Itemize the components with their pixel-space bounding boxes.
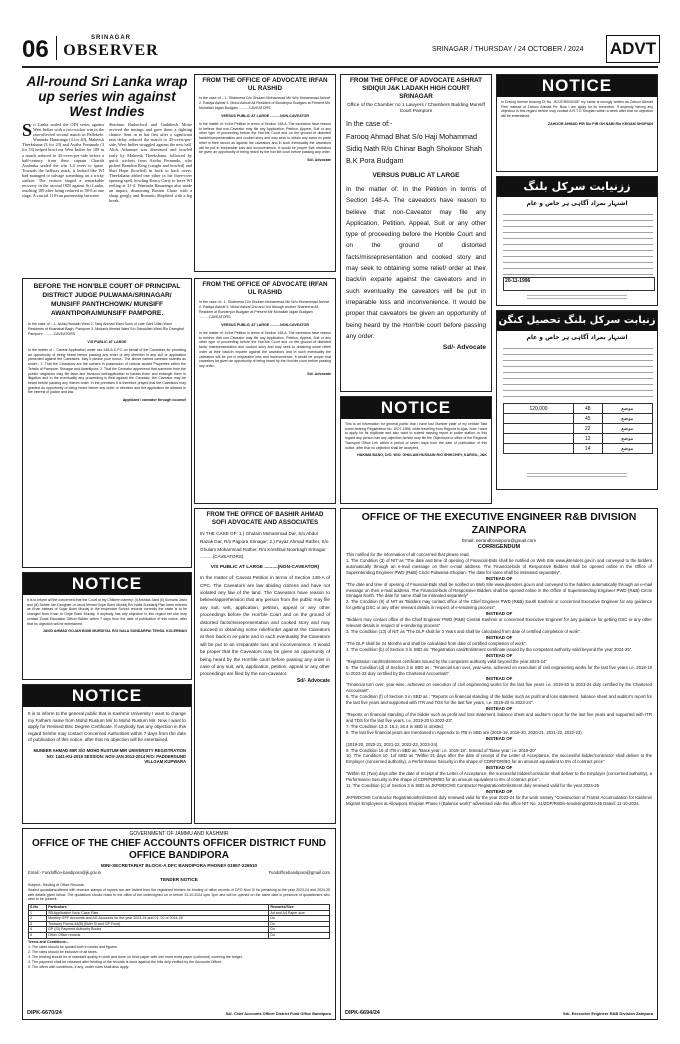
urdu-subtitle: اشتہار بمراد آگاہی ہر خاص و عام xyxy=(526,200,628,207)
notice-title: OFFICE OF THE CHIEF ACCOUNTS OFFICER DISTRICT FUND OFFICE BANDIPORA xyxy=(31,838,327,861)
table-row xyxy=(504,404,653,414)
notice-sign: Sd/- Advocate xyxy=(307,157,331,162)
notice-versus: VERSUS PUBLIC AT LARGE ..........NON-CAVEATOR xyxy=(221,114,309,118)
notice-top: GOVERNMENT OF JAMMU AND KASHMIR xyxy=(129,831,229,837)
dipk-number: DIPK-6670/24 xyxy=(27,1010,62,1016)
table-cell: Do xyxy=(269,933,330,939)
table-cell: 14 xyxy=(574,444,602,454)
notice-emails xyxy=(28,870,330,876)
corrigendum-line: 6. The Condition (f) of Section 3 in SBD as : "Reports on financial standing of the bidder such as profit and loss statement, balance sheet and auditor's report for the last five years and supported with ITR and TDS for the last five years, I.e. 2019-20 to 2023-24". xyxy=(346,694,652,706)
table-cell: 120,000 xyxy=(504,404,574,414)
notice-heading: NOTICE xyxy=(341,397,491,419)
table-cell: 4 xyxy=(29,927,47,933)
notice-title: FROM THE OFFICE OF ADVOCATE IRFAN UL RASHID xyxy=(202,77,328,92)
notice-sign: Sd/- Executive Engineer R&B Division Zainpora xyxy=(562,1011,653,1016)
table-cell: 12 xyxy=(574,434,602,444)
table-cell xyxy=(504,414,574,424)
notice-address: MINI-SECRETARIAT BLOCK-A DFC BANDIPORA PHONE# 01957-226510 xyxy=(100,863,258,868)
notice-parties: In the case of :- 1. Ashiq Hussain Wani 2. Tariq Ahmad Wani Sons of Late Gani Ullah Wani Residents of Khanabal Bagh, Pampore 3. Mudasir Ahmad Wani S/o Sanaullah Wani R/o Drangbal Pampore ..........CAVEATORS xyxy=(28,322,184,336)
urdu-title: زنیابت سرکل بلنگ تحصیل کنگن xyxy=(497,311,657,331)
table-cell: SB Application No's/ Case Files xyxy=(47,910,269,916)
notice-versus: VERSUS PUBLIC AT LARGE xyxy=(372,172,460,179)
notice-subtitle: CORRIGENDUM xyxy=(477,544,521,550)
instead-of-label: INSTEAD OF xyxy=(485,575,513,581)
notice-sign: JAVID AHMAD GOJAR BOMI MURDIYAL R/O NALA SUNDARPAI TEHSIL KOLERMAG xyxy=(42,629,187,634)
email-left: Email:- Fundoffice-bandipora@jk.gov.in xyxy=(28,870,101,875)
notice-body: In the matter of :- Caveat Application under sec-148-A C.P.C on behalf of the Caveators for providing an opportunity of being heard before passing any order or any direction in any suit or application presented against the Caveators. May it please your honor:- The above named caveator submits as under:- 1. That the Caveators are the owners in possession of various landed Properties within the Tehsils of Pampore, Srinagar and Awantipora. 2. That the Caveator apprehend that someone from the public/ neighbors may file false and frivolous suit/application to harass them and entangle them in litigation and in the eventuality any proceeding is filed against the Caveator, the Caveator may be heard before passing any interim order. In the premises it is therefore prayed that the Caveators may granted an opportunity of being heard before any order or direction and the application be allowed in the interest of justice and law. xyxy=(28,348,186,395)
table-cell xyxy=(504,434,574,444)
notice-driving-license xyxy=(496,74,658,172)
notice-executive-engineer-zainpora xyxy=(340,508,658,1020)
notice-sign: HAKIMA BANO, D/O. W/O. GHULAM HUSSAIN R/O SHIKCHEY, KARGIL, J&K xyxy=(357,453,487,458)
table-row xyxy=(504,444,653,454)
notice-sub: Office of the Chamber no 1 Lawyers / Chambers Building Munsiff Court Pampore xyxy=(347,103,485,114)
table-cell: موضع xyxy=(602,424,652,434)
notice-heading: NOTICE xyxy=(23,573,191,595)
table-header-cell: Particulars xyxy=(47,905,269,911)
table-cell: 45 xyxy=(574,414,602,424)
term-item: 5. The offers with conditions, if any, under rules shall also apply. xyxy=(28,964,130,969)
instead-of-label: INSTEAD OF xyxy=(485,735,513,741)
table-cell: Do xyxy=(269,927,330,933)
corrigendum-line: JKPWDCMS Contractor Registration/Enlistment duly renewed valid for the year 2023-24 for the work namely "Construction of Transit Accomodation for Kashmiri Migrant Employees at Allowpora Shopian Phase I (Balance work)" advertised vide this office NIT No. 21/ZDP/RnB/e-tendering/2024-25 Dated: 11-10-2024. xyxy=(346,795,652,806)
table-cell: GP (SI) Payment Authority Books xyxy=(47,927,269,933)
notice-body xyxy=(346,552,652,807)
instead-of-label: INSTEAD OF xyxy=(485,611,513,617)
notice-body: It is to inform to the general public that in Kashmir University I want to change my Fathers name from Mohd Rustum Mir to Mohd Rustum Mir. Now I want to apply for Revised BSc Degree Certificate. If anybody has any objection in this regard he/she may contact Concerned Authorities within 7 days from the date of publication of this notice, after that no objection will be entertained. xyxy=(28,711,186,743)
corrigendum-line: 3. The Condition (13) of NIT as "The DLP shall be 3 Years and shall be calculated from date of certified completion of work". xyxy=(346,628,581,634)
notice-body: It is to inform all the concerned that the Court of my Children namely: (i) Arshida Jand (ii) Sumaira Javid and (iii) Sahee Jan Daughter of Javid Ahmad Gojar Bomi Murdaj R/o Nalla Sundaraj Plan been entered as Khan instead of Gojar Bomi Murdaj in the respective School records correctly the caste is to be changed from Khan to Gojar Bomi Murdaj. If anybody has any objection in this regard he/ she may contact Zonal Education Officer Bidder within 7 days from the date of publication of this notice, after that no objection will be entertained. xyxy=(27,598,187,626)
urdu-date: 20-11-1996 xyxy=(505,278,531,284)
notice-sign: Sd/- Advocate xyxy=(442,344,486,352)
corrigendum-line: 10. The Condition 10. 1of SBD as "Within 21 days after the date of receipt of the Letter of Acceptance, the successful bidder/contractor shall deliver to the Employer (concerned authority), a Performance Security in the shape of CDR/FDR/BG for an amount equivalent to 5% of contract price" xyxy=(346,753,652,765)
urdu-notice-2 xyxy=(496,310,658,490)
notice-names: Farooq Ahmad Bhat S/o Haji Mohammad Sidiq Nath R/o Chinar Bagh Shokoor Shah B.K Pora Budgam xyxy=(346,132,482,165)
corrigendum-line: "The date and time of opening of Financial-Bids shall be notified on Web Site www.jktenders.gov.in and conveyed to the bidders automatically through an e-mail message on their e-mail address. The Financial-bids of Responsive Bidders shall be opened online in the Office of Superintending Engineer PWD (R&B) Circle Srinagar North. The date for same shall be intimated separately" xyxy=(346,581,652,599)
terms-list xyxy=(28,945,330,970)
notice-sign: ZAHOOR AHMAD PIR S/o PIR GH NABI R/o KEGAM SHOPIAN xyxy=(547,121,653,126)
urdu-notice-1 xyxy=(496,176,658,306)
notice-sign: Sd/- Advocate xyxy=(307,371,331,376)
corrigendum-line: 9. The Condition 16 of ITB in SBD as: "Base year: i.e. 2018-19". Instead of "Base year: i.e. 2019-20" xyxy=(346,747,537,753)
notice-farooq-bhat xyxy=(340,74,492,392)
notice-body: In the matter of: In the Petition in terms of Section 148-A. The caveators have reason to believe that non-Caveator may file any Application, Petition, Appeal, Suit or any other type of proceeding before the Honble Court and on the ground of distorted facts/misrepresentation and cooked story and may seek to obtaining some relief/ order at their back/in exparte against the caveators and in such eventuality the caveators will be put in irreparable loss and inconvenience. It would be proper that caveators be given an opportunity of being heard by the Hon'ble court before passing any order. xyxy=(346,186,486,340)
instead-of-label: INSTEAD OF xyxy=(485,765,513,771)
notice-parties: In the case of :- 1. Shaheena D/o Ghulam Mohammad Mir W/o Mohammad Ashraf 2. Rabiya Ashraf 3. Mohd Ashraf All Resident of Bunderpur Budgam at Present Mir Mohallah Idgah Budgam ..........CAVEATORS xyxy=(199,96,331,110)
term-item: 3. The binding should be of standard quality in cloth and done on thick paper with one more extra paper (colloured) covering the ledger. xyxy=(28,954,243,959)
corrigendum-line: This notified for the information of all concerned that please read. xyxy=(346,552,470,557)
table-cell: 22 xyxy=(574,424,602,434)
table-cell: 48 xyxy=(574,404,602,414)
notice-versus: VERSUS PUBLIC AT LARGE ..........NON-CAVEATOR xyxy=(221,323,309,327)
corrigendum-line: 5. The Condition (d) of Section 3 in SBD as : "Financial turn over, year-wise, achieved on execution of civil engineering works for the last five years i.e. 2018-19 to 2022-23 duly certified by the Chartered Accountant". xyxy=(346,664,652,676)
instead-of-label: INSTEAD OF xyxy=(485,676,513,682)
table-cell: موضع xyxy=(602,444,652,454)
article-col-1 xyxy=(22,122,104,198)
urdu-subtitle: اشتہار بمراد آگاہی ہر خاص و عام xyxy=(526,334,628,341)
table-cell: موضع xyxy=(602,414,652,424)
notice-email: Email: eerandbzainpora@gmail.com xyxy=(461,538,537,543)
notice-number-plate xyxy=(340,396,492,504)
notice-body: In Driving license bearing DI No. JK22DR0000387 my name is wrongly written as Zahoor Ahmad Peer instead of Zahoor Ahmad Pir. Now I am apply for its correction. If anybody having any objection in this regard he/she may contact A.R.T.O Shopian within a week after that no objection will be entertained. xyxy=(501,100,653,119)
notice-irfan-rashid-2 xyxy=(194,278,336,504)
urdu-title: ززنیابت سرکل بلنگ xyxy=(497,177,657,197)
notice-heading: NOTICE xyxy=(23,685,191,707)
notice-chief-accounts-officer xyxy=(22,828,336,1020)
table-cell: 5 xyxy=(29,933,47,939)
notice-principal-district-judge xyxy=(22,278,192,568)
corrigendum-line: 4. The Condition (b) of Section 3 in SBD as: "Registration card/Enlistment certificate issued by the competent authority valid beyond the year 2024-25". xyxy=(346,646,633,652)
email-right: Fundofficebandipora@gmail.com xyxy=(268,870,330,875)
notice-title: BEFORE THE HON'BLE COURT OF PRINCIPAL DISTRICT JUDGE PULWAMA/SRINAGAR/ MUNSIFF PANTHCHOWK/ MUNSIFF AWANTIPORA/MUNSIFF PAMPORE. xyxy=(33,283,181,317)
dateline: SRINAGAR / THURSDAY / 24 OCTOBER / 2024 xyxy=(432,46,584,53)
notice-case: In the case of:- xyxy=(346,121,393,128)
urdu-lines xyxy=(503,345,653,399)
table-cell: 2 xyxy=(29,916,47,922)
urdu-land-table xyxy=(503,403,653,454)
brand-logo: OBSERVER xyxy=(63,42,159,59)
section-label: ADVT xyxy=(606,35,660,63)
notice-parties: In the case of:- 1. Shaheena D/o Ghulam Mohammad Mir W/o Mohammad Ashraf 2. Rabiya Ashraf 3. Mohd Ashraf 2nd and 3rd through mother Shaheena All Resident of Bunderpur Budgam at Present Mir Mohallah Idgah Budgam ..........CAVEATORS xyxy=(199,300,329,319)
table-cell: Treasury Forms 44(B) (Both Si and GP Fund) xyxy=(47,921,269,927)
corrigendum-line: (2019-20, 2020-21, 2021-22, 2022-23, 2023-24). xyxy=(346,741,439,747)
table-cell xyxy=(504,444,574,454)
table-row xyxy=(504,434,653,444)
table-cell: Do xyxy=(269,921,330,927)
notice-name-change-2 xyxy=(22,684,192,824)
notice-versus: V/S PUBLIC AT LARGE xyxy=(87,340,127,344)
page-number: 06 xyxy=(22,36,49,63)
table-cell: 1 xyxy=(29,910,47,916)
notice-sign: Sd/- Advocate xyxy=(296,677,330,684)
table-row xyxy=(29,933,330,939)
notice-sign: Applicant / caveator through counsel xyxy=(122,398,186,403)
instead-of-label: INSTEAD OF xyxy=(485,634,513,640)
term-item: 4. The payment shall be released after binding of the records is done against the bills duly verified by the Accounts Officer. xyxy=(28,959,223,964)
term-item: 1. The rates should be quoted both in words and figures. xyxy=(28,944,118,949)
table-header-cell: Remarks/Size xyxy=(269,905,330,911)
notice-title: FROM THE OFFICE OF ADVOCATE IRFAN UL RASHID xyxy=(202,281,328,296)
notice-bashir-sofi xyxy=(194,508,336,824)
notice-body: In the matter of: In the Petition in terms of Section 148-A. The caveators have reason to believe that non-Caveator may file any Application, Petition, Appeal, Suit or any other type of proceeding before the Hon'ble Court and on the ground of distorted facts/misrepresentation and cooked story and may seek to obtain any some ex parte relief in their favour as against the caveators and in such eventuality the caveators will be put in irreparable loss and inconvenience. It would be proper that caveators be given an opportunity of being heard by the hon'ble court before passing any order. xyxy=(199,122,331,155)
instead-of-label: INSTEAD OF xyxy=(485,789,513,794)
corrigendum-line: "The DLP shall be 24 Months and shall be calculated from date of certified completion of work". xyxy=(346,640,527,646)
notice-subtitle: TENDER NOTICE xyxy=(160,877,198,882)
corrigendum-line: "Financial turn over, year-wise, achieved on execution of civil engineering works for the last five years i.e. 2019-20 to 2023-24 duly certified by the Chartered Accountant". xyxy=(346,682,652,694)
article-dropcap: S xyxy=(22,120,33,140)
notice-sign: Sd/- Chief Accounts Officer District Fund Office Bandipora xyxy=(225,1012,331,1016)
term-item: 2. The rates should be inclusive of all taxes. xyxy=(28,949,98,954)
table-cell: موضع xyxy=(602,404,652,414)
dipk-number: DIPK-6694/24 xyxy=(345,1010,380,1016)
brand-top: SRINAGAR xyxy=(90,35,131,41)
table-row xyxy=(504,414,653,424)
table-cell: Other Office records xyxy=(47,933,269,939)
instead-of-label: INSTEAD OF xyxy=(485,652,513,658)
masthead-divider xyxy=(56,36,57,60)
notice-parties: IN THE CASE OF: 1.) Ghulam Mohammad Dar, S/o Abdul Razak Dar, R/o Pajpora Srinagar; 2.) Fayaz Ahmad Rather, S/o Ghulam Mohammad Rather, R/o Kreshbal Noorbagh Srinagar ..........(CAVEATORS) xyxy=(200,531,329,560)
corrigendum-line: "Registration card/Enlistment certificate issued by the competent authority valid beyond the year 2023-24" xyxy=(346,658,547,664)
article-col-1-text: ri Lanka sealed the ODI series against West Indies with a two-wicket win in the rain-affected second match in Pallekele. Wanindu Hasaranga (4 for 40), Maheesh Theekshana (3 for 23) and Asitha Fernando (3 for 33) helped bowl out West Indies for 189 in a match reduced to 45-overs-per-side before a half-century from their captain Charith Asalanka sealed the win 3.4 overs to spare. Towards the halfway mark, it looked like WI had managed to salvage something on a tricky surface. The visitors staged a remarkable recovery in the second ODI against Sri Lanka, reaching 189 after being reduced to 58-6 at one stage. A crucial 118-run partnership between xyxy=(22,122,104,199)
notice-heading: NOTICE xyxy=(497,75,657,97)
corrigendum-line: 11. The Condition (c) of Section 3 in SBD as JKPWDCMS Contractor Registration/Enlistment duly renewed valid for the year 2024-25 xyxy=(346,783,599,789)
table-cell: Monthly GPF Accounts and AG Accounts for the year 2023-24 and 01, 02 of 2024-25 xyxy=(47,916,269,922)
corrigendum-line: "Within 02 (Two) days after the date of receipt of the Letter of Acceptance, the successful bidder/contractor shall deliver to the Employer (concerned authority), a Performance Security in the shape of CDR/FDR/BG for an amount equivalent to 5% of contract price". xyxy=(346,771,652,783)
masthead xyxy=(22,34,658,64)
urdu-lines xyxy=(503,211,653,277)
table-cell: موضع xyxy=(602,434,652,444)
notice-body: In the matter of: Caveat Petition in terms of Section 148-A of CPC. The Caveators are law abiding citizens and have not violated any law of the land. The Caveators have reason to believe/apprehension that any person from the public may file any suit, writ, application, petition, appeal or any other proceedings before the Hon'ble Court and on the ground of distorted facts/misrepresentation and cooked story and may succeed in obtaining some relief/order against the Caveators at their back in ex-parte and in such eventuality the Caveators will be put to an irreparable loss and inconvenience. It would be proper that the Caveators may be given an opportunity of being heard by the Hon'ble court before passing any order in case of any suit, writ, application, petition, appeal or any other proceedings are filed by the non-caveator. xyxy=(200,575,330,677)
notice-versus: V/S PUBLIC AT LARGE ..........(NON-CAVEATOR) xyxy=(210,565,320,571)
article-col-2: Sherfane Rutherford and Gudakesh Motie revived the innings and gave them a fighting chance. Sent in to bat first after a significant rain delay reduced the match to 45-overs-per-side, West Indies struggled against the new ball. Alick Athanaze was dismissed and bowled early by Maheesh Theekshana, followed by quick wickets from Asitha Fernando, who picked Brandon King (caught and bowled) and Shai Hope (bowled) in back to back overs. Theekshana added one other in his three-over opening spell, bowling Keacy Carty to leave WI reeling at 31-4. Wanindu Hasaranga also made an impact, dismissing Roston Chase with a sharp googly and Romario Shepherd with a leg break. xyxy=(109,122,192,204)
urdu-sign-lines xyxy=(527,471,627,479)
notice-para: Sealed quotations/offered with revenue stamps of rupees two are invited from the registered binders for binding of office records of DFO Nos/ 0/ for pertaining to the year 2023-24 and 2024-25 with details given below. The quotations should reach to the office of the undersigned on or before 31-10-2024 upto 2pm and will be opened on the same date in presence of quotationers who wish to be present. xyxy=(28,888,330,902)
table-cell: Do xyxy=(269,916,330,922)
notice-body: This is an information for general public that I have lost Number plate of my vehicle Tata sumo bearing Registration No. JK07-1896, while traveling from Rajpora to Ajas. Now I want to apply for its duplicate and also want to submit missing report in police station, in this regard any person has any objection he/she may file the Objections in office of the Regional Transport Office Leh within a period of seven days from the date of publication of this notice, after that no objection shall be accepted. xyxy=(345,422,487,450)
notice-subject: Subject:- Binding of Office Records. xyxy=(28,883,85,887)
notice-title: FROM THE OFFICE OF BASHIR AHMAD SOFI ADVOCATE AND ASSOCIATES xyxy=(206,511,324,526)
table-cell: Ad and A4 Paper size xyxy=(269,910,330,916)
corrigendum-line: 7. The Condition 13.3, 16.2, 26.4 in SBD is omitted. xyxy=(346,723,444,729)
terms-heading: Terms and Conditions:- xyxy=(28,939,69,944)
corrigendum-line: 1. The Condition (3) of NIT as "The date and time of opening of Financial-Bids shall be notified on Web Site www.jktenders.gov.in and conveyed to the bidders automatically through an e-mail message on their e-mail address. The Financial-bids of Responsive Bidders shall be opened online in the Office of Superintending Engineer PWD (R&B) Circle Pulwama-Shopian. The date for same shall be intimated separately". xyxy=(346,557,652,575)
article xyxy=(22,74,192,274)
corrigendum-line: "Bidders may contact office of the Chief Engineer PWD (R&B) Central Kashmir or concerned Executive Engineer for any guidance for getting DSC or any other relevant details in respect of e-tendering process" xyxy=(346,617,652,629)
table-header-cell: S.No xyxy=(29,905,47,911)
table-cell: 3 xyxy=(29,921,47,927)
binding-table xyxy=(28,904,330,939)
instead-of-label: INSTEAD OF xyxy=(485,706,513,712)
notice-body: In the matter of: In the Petition in terms of Section 148-A. The caveators have reason to believe that non-Caveator may file any Application, Petition, Appeal, Suit or any other type of proceeding before the Hon'ble Court and on the ground of distorted facts/ misrepresentation and cooked story and may seek to obtaining some relief/ order at their back/in exparte against the caveators and in such eventuality the caveators will be put in irreparable loss and inconvenience. It would be proper that caveators be given an opportunity of being heard by the Hon'ble court before passing any order. xyxy=(199,331,331,368)
notice-title: FROM THE OFFICE OF ADVOCATE ASHRAT SIDIQUI J&K LADAKH HIGH COURT SRINAGAR xyxy=(350,77,482,100)
notice-sign: MUNEER AHMAD MIR S/O MOHD RUSTUM MIR UNIVERSITY REGISTRATION NO: 1441-KU-2019 SESSION: NOV-JAN 2013-2014 R/O: PADDERGUND VILLGAM KUPWARA xyxy=(33,747,186,765)
corrigendum-line: 2. The Condition (9) of NIT as "Bidders may contact office of the Chief Engineer PWD (R&B) South Kashmir or concerned Executive Engineer for any guidance for getting DSC or any other relevant details in respect of e-tendering process" xyxy=(346,599,652,611)
corrigendum-line: "Reports on financial standing of the bidder such as profit and loss statement, balance sheet and auditor's report for the last five years and supported with ITR and TDS for the last five years, I.e. 2019-20 to 2022-23". xyxy=(346,712,652,723)
urdu-sign-lines xyxy=(527,293,627,299)
corrigendum-line: 8. The last five financial years are mentioned in Appendix to ITB in SBD are (2018-19, 2019-20, 2020-21, 2021-22, 2022-23) xyxy=(346,729,582,735)
article-headline: All-round Sri Lanka wrap up series win against West Indies xyxy=(26,74,188,119)
table-cell xyxy=(504,424,574,434)
table-row xyxy=(504,424,653,434)
notice-irfan-rashid-1 xyxy=(194,74,336,272)
masthead-rule xyxy=(22,66,658,68)
notice-name-change-1 xyxy=(22,572,192,680)
notice-title: OFFICE OF THE EXECUTIVE ENGINEER R&B DIVISION ZAINPORA xyxy=(361,511,637,536)
